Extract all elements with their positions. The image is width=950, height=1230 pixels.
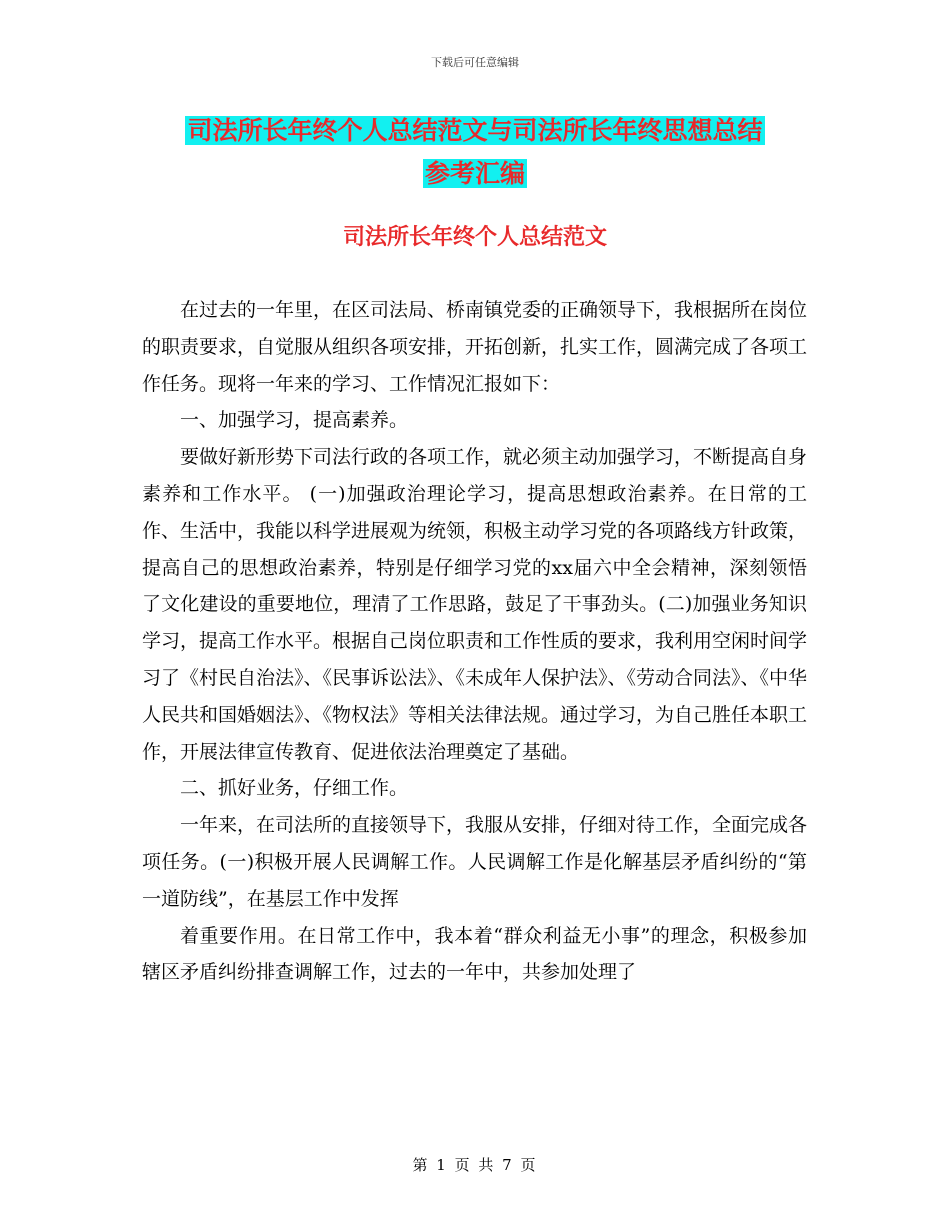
page-footer: 第 1 页 共 7 页 xyxy=(412,1156,538,1174)
paragraph: 一年来，在司法所的直接领导下，我服从安排，仔细对待工作，全面完成各项任务。(一)积极开展人民调解工作。人民调解工作是化解基层矛盾纠纷的“第一道防线”，在基层工作中发挥 xyxy=(142,814,808,910)
paragraph: 着重要作用。在日常工作中，我本着“群众利益无小事”的理念，积极参加辖区矛盾纠纷排查调解工作，过去的一年中，共参加处理了 xyxy=(142,924,807,984)
paragraph-heading: 一、加强学习，提高素养。 xyxy=(180,409,409,432)
header-note: 下载后可任意编辑 xyxy=(431,56,519,69)
document-title-text-2: 参考汇编 xyxy=(424,159,525,188)
paragraph-heading: 二、抓好业务，仔细工作。 xyxy=(180,777,409,800)
document-title-text-1: 司法所长年终个人总结范文与司法所长年终思想总结 xyxy=(187,116,763,145)
section-title: 司法所长年终个人总结范文 xyxy=(342,225,607,250)
body-text xyxy=(142,292,807,991)
paragraph: 要做好新形势下司法行政的各项工作，就必须主动加强学习，不断提高自身素养和工作水平。 (一)加强政治理论学习，提高思想政治素养。在日常的工作、生活中，我能以科学进展观为统领，积极主动学习党的各项路线方针政策，提高自己的思想政治素养，特别是仔细学习党的xx届六中全会精神，深刻领悟了文化建设的重要地位，理清了工作思路，鼓足了干事劲头。(二)加强业务知识学习，提高工作水平。根据自己岗位职责和工作性质的要求，我利用空闲时间学习了《村民自治法》、《民事诉讼法》、《未成年人保护法》、《劳动合同法》、《中华人民共和国婚姻法》、《物权法》等相关法律法规。通过学习，为自己胜任本职工作，开展法律宣传教育、促进依法治理奠定了基础。 xyxy=(142,446,808,763)
document-title-line-2 xyxy=(0,156,950,192)
paragraph: 在过去的一年里，在区司法局、桥南镇党委的正确领导下，我根据所在岗位的职责要求，自觉服从组织各项安排，开拓创新，扎实工作，圆满完成了各项工作任务。现将一年来的学习、工作情况汇报如下： xyxy=(142,299,808,395)
document-title-line-1 xyxy=(0,113,950,149)
